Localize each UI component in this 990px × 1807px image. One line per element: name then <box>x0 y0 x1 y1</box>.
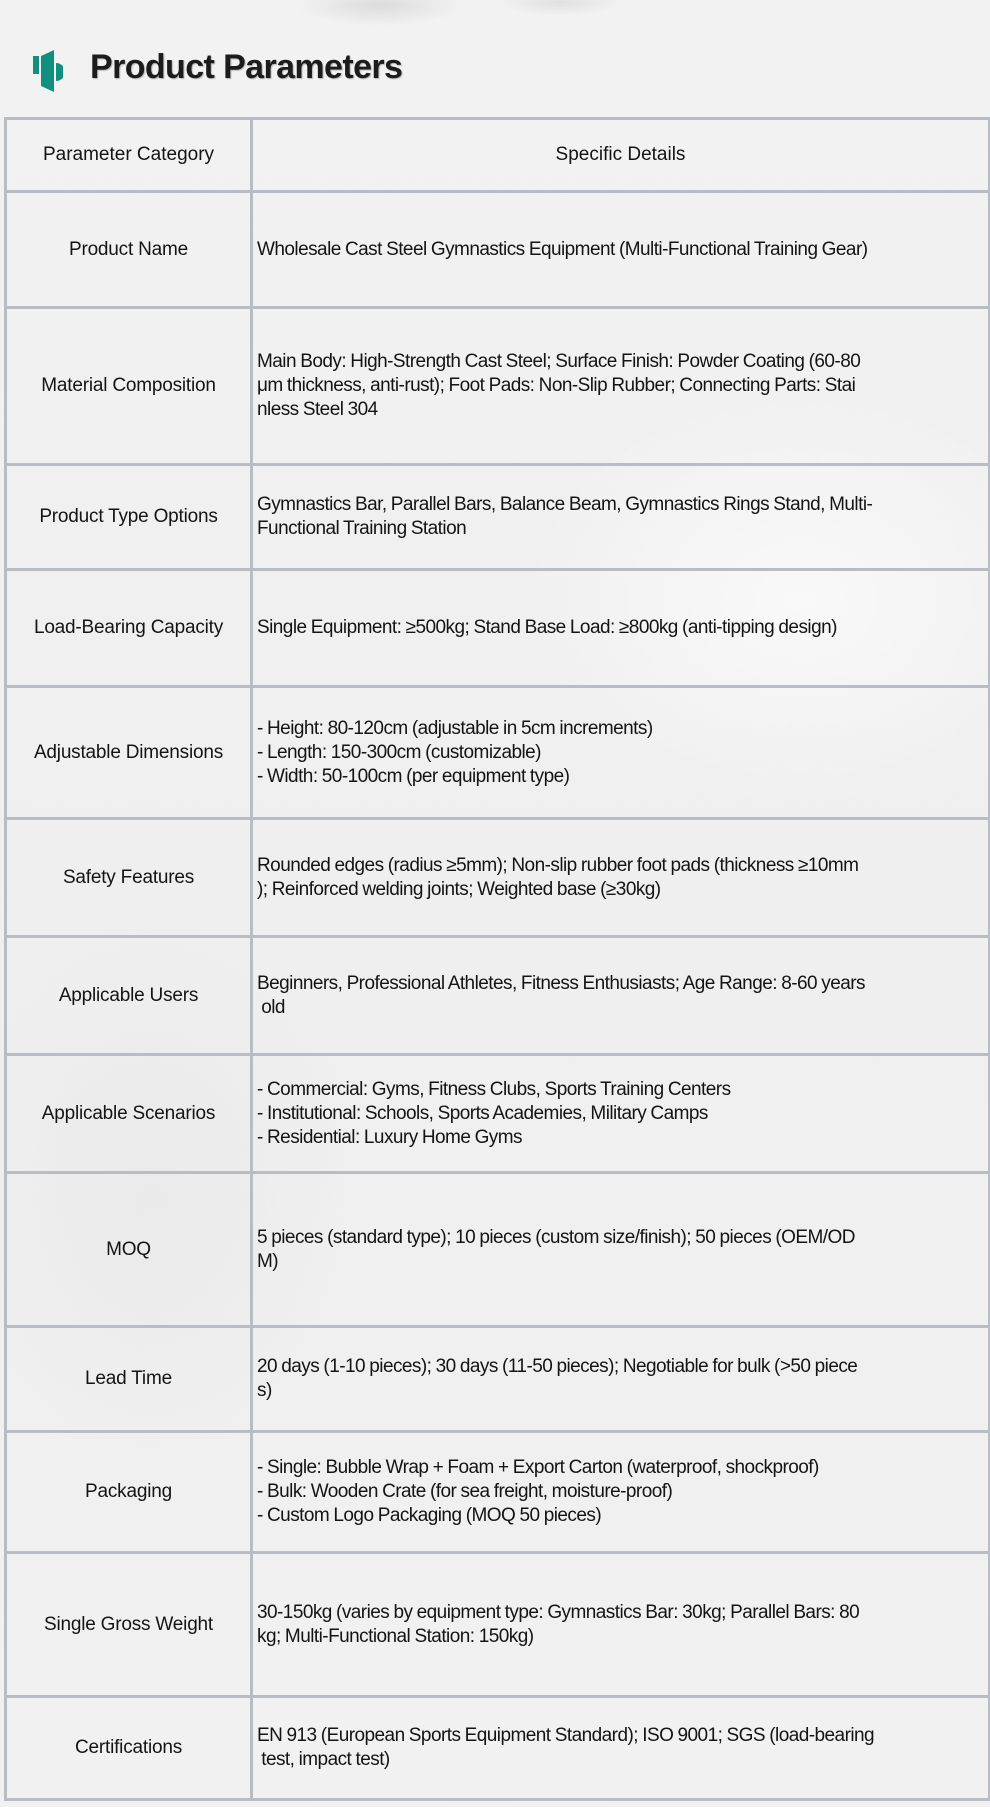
parameter-details <box>252 1327 990 1432</box>
detail-line: s) <box>257 1380 272 1401</box>
parameter-details <box>252 687 990 819</box>
detail-line: kg; Multi-Functional Station: 150kg) <box>257 1625 534 1647</box>
parameter-category: Single Gross Weight <box>6 1553 252 1697</box>
detail-line: ); Reinforced welding joints; Weighted base (≥30kg) <box>257 878 661 900</box>
parameter-category: Product Name <box>6 192 252 308</box>
parameter-details <box>252 308 990 465</box>
detail-line: - Bulk: Wooden Crate (for sea freight, moisture-proof) <box>257 1481 673 1502</box>
table-row <box>6 308 990 465</box>
table-row <box>6 819 990 937</box>
detail-line: - Commercial: Gyms, Fitness Clubs, Sports Training Centers <box>257 1078 731 1100</box>
parameter-details <box>252 570 990 687</box>
parameter-category: Adjustable Dimensions <box>6 687 252 819</box>
table-row <box>6 1432 990 1553</box>
detail-line: Beginners, Professional Athletes, Fitness Enthusiasts; Age Range: 8-60 years <box>257 972 865 994</box>
parameter-details <box>252 1432 990 1553</box>
detail-line: Main Body: High-Strength Cast Steel; Surface Finish: Powder Coating (60-80 <box>257 351 861 372</box>
detail-line: 5 pieces (standard type); 10 pieces (custom size/finish); 50 pieces (OEM/OD <box>257 1226 855 1248</box>
table-row <box>6 687 990 819</box>
table-header-row <box>6 119 990 192</box>
detail-line: - Length: 150-300cm (customizable) <box>257 741 541 763</box>
table-row <box>6 465 990 570</box>
detail-line: Single Equipment: ≥500kg; Stand Base Load: ≥800kg (anti-tipping design) <box>257 617 837 638</box>
parameter-category: Safety Features <box>6 819 252 937</box>
table-row <box>6 570 990 687</box>
table-row <box>6 937 990 1055</box>
table-row <box>6 1327 990 1432</box>
table-row <box>6 1553 990 1697</box>
detail-line: M) <box>257 1250 279 1272</box>
parameter-details <box>252 937 990 1055</box>
parameter-category: Certifications <box>6 1697 252 1800</box>
parameter-details <box>252 1697 990 1800</box>
table-row <box>6 1697 990 1800</box>
parameter-details <box>252 819 990 937</box>
detail-line: - Width: 50-100cm (per equipment type) <box>257 765 570 787</box>
table-row <box>6 1173 990 1327</box>
detail-line: EN 913 (European Sports Equipment Standard); ISO 9001; SGS (load-bearing <box>257 1725 875 1746</box>
header-specific-details: Specific Details <box>252 119 990 192</box>
detail-line: Functional Training Station <box>257 518 467 539</box>
detail-line: - Single: Bubble Wrap + Foam + Export Carton (waterproof, shockproof) <box>257 1457 819 1478</box>
detail-line: old <box>257 996 285 1018</box>
detail-line: - Institutional: Schools, Sports Academies, Military Camps <box>257 1102 708 1124</box>
parameter-details <box>252 1173 990 1327</box>
detail-line: Rounded edges (radius ≥5mm); Non-slip rubber foot pads (thickness ≥10mm <box>257 854 859 876</box>
parameter-category: Lead Time <box>6 1327 252 1432</box>
detail-line: Gymnastics Bar, Parallel Bars, Balance Beam, Gymnastics Rings Stand, Multi- <box>257 494 873 515</box>
parameter-category: Product Type Options <box>6 465 252 570</box>
parameter-details <box>252 1553 990 1697</box>
detail-line: - Custom Logo Packaging (MOQ 50 pieces) <box>257 1505 602 1526</box>
parameter-category: Load-Bearing Capacity <box>6 570 252 687</box>
parameter-category: MOQ <box>6 1173 252 1327</box>
table-row <box>6 192 990 308</box>
parameter-category: Packaging <box>6 1432 252 1553</box>
page-title: Product Parameters <box>90 48 403 86</box>
table-row <box>6 1055 990 1173</box>
parameter-details <box>252 192 990 308</box>
parameter-details <box>252 465 990 570</box>
parameter-category: Applicable Users <box>6 937 252 1055</box>
parameter-details <box>252 1055 990 1173</box>
detail-line: 20 days (1-10 pieces); 30 days (11-50 pieces); Negotiable for bulk (>50 piece <box>257 1356 858 1377</box>
detail-line: test, impact test) <box>257 1749 390 1770</box>
parameter-category: Applicable Scenarios <box>6 1055 252 1173</box>
detail-line: 30-150kg (varies by equipment type: Gymnastics Bar: 30kg; Parallel Bars: 80 <box>257 1601 860 1623</box>
section-header <box>0 0 990 117</box>
detail-line: - Residential: Luxury Home Gyms <box>257 1126 522 1148</box>
parameters-table <box>4 117 990 1801</box>
header-parameter-category: Parameter Category <box>6 119 252 192</box>
detail-line: nless Steel 304 <box>257 399 378 420</box>
parameter-category: Material Composition <box>6 308 252 465</box>
detail-line: Wholesale Cast Steel Gymnastics Equipment (Multi-Functional Training Gear) <box>257 238 868 260</box>
detail-line: - Height: 80-120cm (adjustable in 5cm increments) <box>257 717 653 739</box>
speaker-icon <box>33 50 63 92</box>
detail-line: μm thickness, anti-rust); Foot Pads: Non-Slip Rubber; Connecting Parts: Stai <box>257 375 856 396</box>
